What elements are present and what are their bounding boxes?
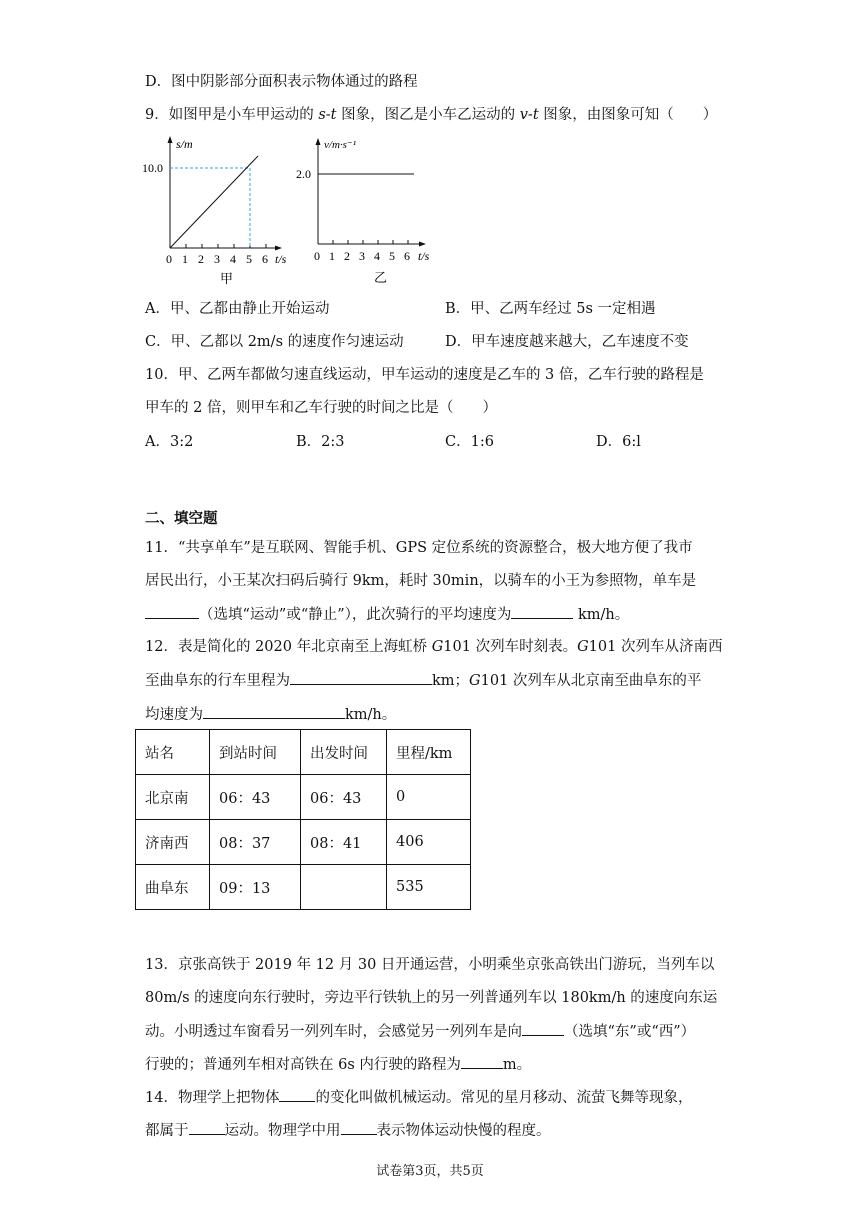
q14-text: 都属于	[145, 1123, 189, 1139]
graph-jia-x-tick-labels	[166, 252, 268, 266]
x-tick-label: 3	[359, 249, 365, 263]
graph-jia-x-arrow	[275, 246, 282, 251]
q13-line2: 80m/s 的速度向东行驶时，旁边平行铁轨上的另一列普通列车以 180km/h 的速度向东运	[145, 990, 718, 1006]
q10-option-a: A．3:2	[145, 434, 194, 450]
graph-jia-caption: 甲	[220, 271, 234, 286]
q9-option-d: D．甲车速度越来越大，乙车速度不变	[445, 334, 689, 350]
q11-line2: 居民出行，小王某次扫码后骑行 9km，耗时 30min，以骑车的小王为参照物，单车是	[145, 573, 697, 589]
x-tick-label: 1	[182, 252, 188, 266]
table-header-cell: 里程/km	[387, 730, 471, 775]
q14-text: 表示物体运动快慢的程度。	[376, 1123, 551, 1139]
graph-jia-x-label: t/s	[275, 252, 287, 266]
q12-blank-1[interactable]	[290, 670, 432, 685]
q12-line2	[145, 670, 701, 691]
q10-option-b: B．2:3	[296, 434, 345, 450]
q13-text: （选填“东”或“西”）	[564, 1024, 696, 1040]
q12-text: 101 次列车从济南西	[588, 639, 723, 655]
table-header-cell: 到站时间	[210, 730, 301, 775]
q9-stem-part: 9．如图甲是小车甲运动的	[145, 107, 319, 123]
q14-blank-1[interactable]	[279, 1087, 315, 1102]
q14-blank-3[interactable]	[341, 1120, 377, 1135]
q11-line3	[145, 604, 629, 625]
q12-text: km/h。	[345, 707, 397, 723]
train-timetable	[135, 729, 471, 910]
graph-jia-x-ticks	[186, 244, 266, 248]
table-cell: 09：13	[210, 865, 301, 910]
table-row	[136, 775, 471, 820]
q9-stem-vt: v-t	[519, 107, 539, 123]
table-cell: 535	[387, 865, 471, 910]
q9-stem-st: s-t	[318, 107, 337, 123]
q12-text: 101 次列车时刻表。	[443, 639, 578, 655]
q11-blank-2[interactable]	[511, 604, 573, 619]
graph-yi	[290, 132, 450, 290]
graph-jia-line	[170, 156, 258, 248]
q11-text: km/h。	[573, 607, 630, 623]
q14-text: 的变化叫做机械运动。常见的星月移动、流萤飞舞等现象，	[315, 1090, 693, 1106]
x-tick-label: 5	[246, 252, 252, 266]
x-tick-label: 0	[166, 252, 172, 266]
q13-line3	[145, 1021, 695, 1042]
q13-line1: 13．京张高铁于 2019 年 12 月 30 日开通运营，小明乘坐京张高铁出门游玩，当列车以	[145, 957, 715, 973]
table-row	[136, 820, 471, 865]
q12-text: 12．表是简化的 2020 年北京南至上海虹桥	[145, 639, 432, 655]
graph-yi-y-tick: 2.0	[296, 167, 311, 181]
q10-option-d: D．6:l	[596, 434, 641, 450]
table-header-row	[136, 730, 471, 775]
page-footer: 试卷第3页，共5页	[376, 1164, 484, 1179]
q13-text: m。	[502, 1057, 532, 1073]
graph-jia-y-arrow	[168, 136, 173, 143]
x-tick-label: 4	[374, 249, 380, 263]
q8-option-d: D．图中阴影部分面积表示物体通过的路程	[145, 74, 418, 90]
q11-blank-1[interactable]	[145, 604, 199, 619]
x-tick-label: 0	[314, 249, 320, 263]
q14-text: 运动。物理学中用	[224, 1123, 341, 1139]
q14-line1	[145, 1087, 692, 1108]
q12-g: G	[577, 639, 589, 655]
table-cell: 06：43	[301, 775, 387, 820]
q12-line3	[145, 704, 396, 725]
table-cell: 北京南	[136, 775, 210, 820]
graph-yi-x-arrow	[419, 242, 426, 247]
graph-jia	[140, 132, 300, 290]
q12-g: G	[469, 673, 481, 689]
q12-text: km；	[432, 673, 470, 689]
graph-yi-y-label: v/m·s⁻¹	[324, 139, 357, 151]
q11-line1: 11．“共享单车”是互联网、智能手机、GPS 定位系统的资源整合，极大地方便了我市	[145, 540, 693, 556]
q10-option-c: C．1:6	[445, 434, 494, 450]
q12-g: G	[431, 639, 444, 655]
section-title: 二、填空题	[145, 511, 218, 527]
q9-option-b: B．甲、乙两车经过 5s 一定相遇	[445, 301, 656, 317]
q12-text: 均速度为	[145, 707, 203, 723]
graph-yi-x-tick-labels	[314, 249, 410, 263]
graph-yi-x-ticks	[333, 240, 408, 244]
q10-line2: 甲车的 2 倍，则甲车和乙车行驶的时间之比是（ ）	[145, 400, 497, 416]
q13-text: 行驶的；普通列车相对高铁在 6s 内行驶的路程为	[145, 1057, 461, 1073]
table-cell: 08：41	[301, 820, 387, 865]
graph-jia-y-tick: 10.0	[142, 161, 163, 175]
q9-stem-part: 图象，由图象可知（ ）	[538, 107, 718, 123]
q14-text: 14．物理学上把物体	[145, 1090, 280, 1106]
q12-text: 101 次列车从北京南至曲阜东的平	[480, 673, 702, 689]
table-header-cell: 出发时间	[301, 730, 387, 775]
q9-option-c: C．甲、乙都以 2m/s 的速度作匀速运动	[145, 334, 404, 350]
q12-line1	[145, 637, 722, 657]
q13-blank-2[interactable]	[461, 1054, 503, 1069]
graph-yi-x-label: t/s	[418, 249, 430, 263]
q9-option-a: A．甲、乙都由静止开始运动	[145, 301, 330, 317]
table-header-cell: 站名	[136, 730, 210, 775]
table-cell: 406	[387, 820, 471, 865]
q12-blank-2[interactable]	[203, 704, 345, 719]
table-cell	[301, 865, 387, 910]
x-tick-label: 4	[230, 252, 236, 266]
table-cell: 06：43	[210, 775, 301, 820]
q9-stem-part: 图象，图乙是小车乙运动的	[336, 107, 520, 123]
q13-text: 动。小明透过车窗看另一列列车时，会感觉另一列列车是向	[145, 1024, 522, 1040]
graph-yi-y-arrow	[316, 138, 321, 145]
q11-text: （选填“运动”或“静止”），此次骑行的平均速度为	[199, 607, 512, 623]
table-cell: 曲阜东	[136, 865, 210, 910]
q14-line2	[145, 1120, 551, 1141]
q9-stem	[145, 105, 717, 125]
q10-line1: 10．甲、乙两车都做匀速直线运动，甲车运动的速度是乙车的 3 倍，乙车行驶的路程是	[145, 367, 704, 383]
x-tick-label: 3	[214, 252, 220, 266]
q12-text: 至曲阜东的行车里程为	[145, 673, 290, 689]
x-tick-label: 6	[262, 252, 268, 266]
x-tick-label: 6	[404, 249, 410, 263]
q13-blank-1[interactable]	[522, 1021, 564, 1036]
q14-blank-2[interactable]	[189, 1120, 225, 1135]
graph-yi-caption: 乙	[374, 270, 388, 285]
graph-jia-y-label: s/m	[176, 137, 193, 151]
x-tick-label: 5	[389, 249, 395, 263]
q13-line4	[145, 1054, 531, 1075]
x-tick-label: 2	[198, 252, 204, 266]
x-tick-label: 1	[329, 249, 335, 263]
table-cell: 08：37	[210, 820, 301, 865]
table-cell: 0	[387, 775, 471, 820]
table-row	[136, 865, 471, 910]
x-tick-label: 2	[344, 249, 350, 263]
table-cell: 济南西	[136, 820, 210, 865]
